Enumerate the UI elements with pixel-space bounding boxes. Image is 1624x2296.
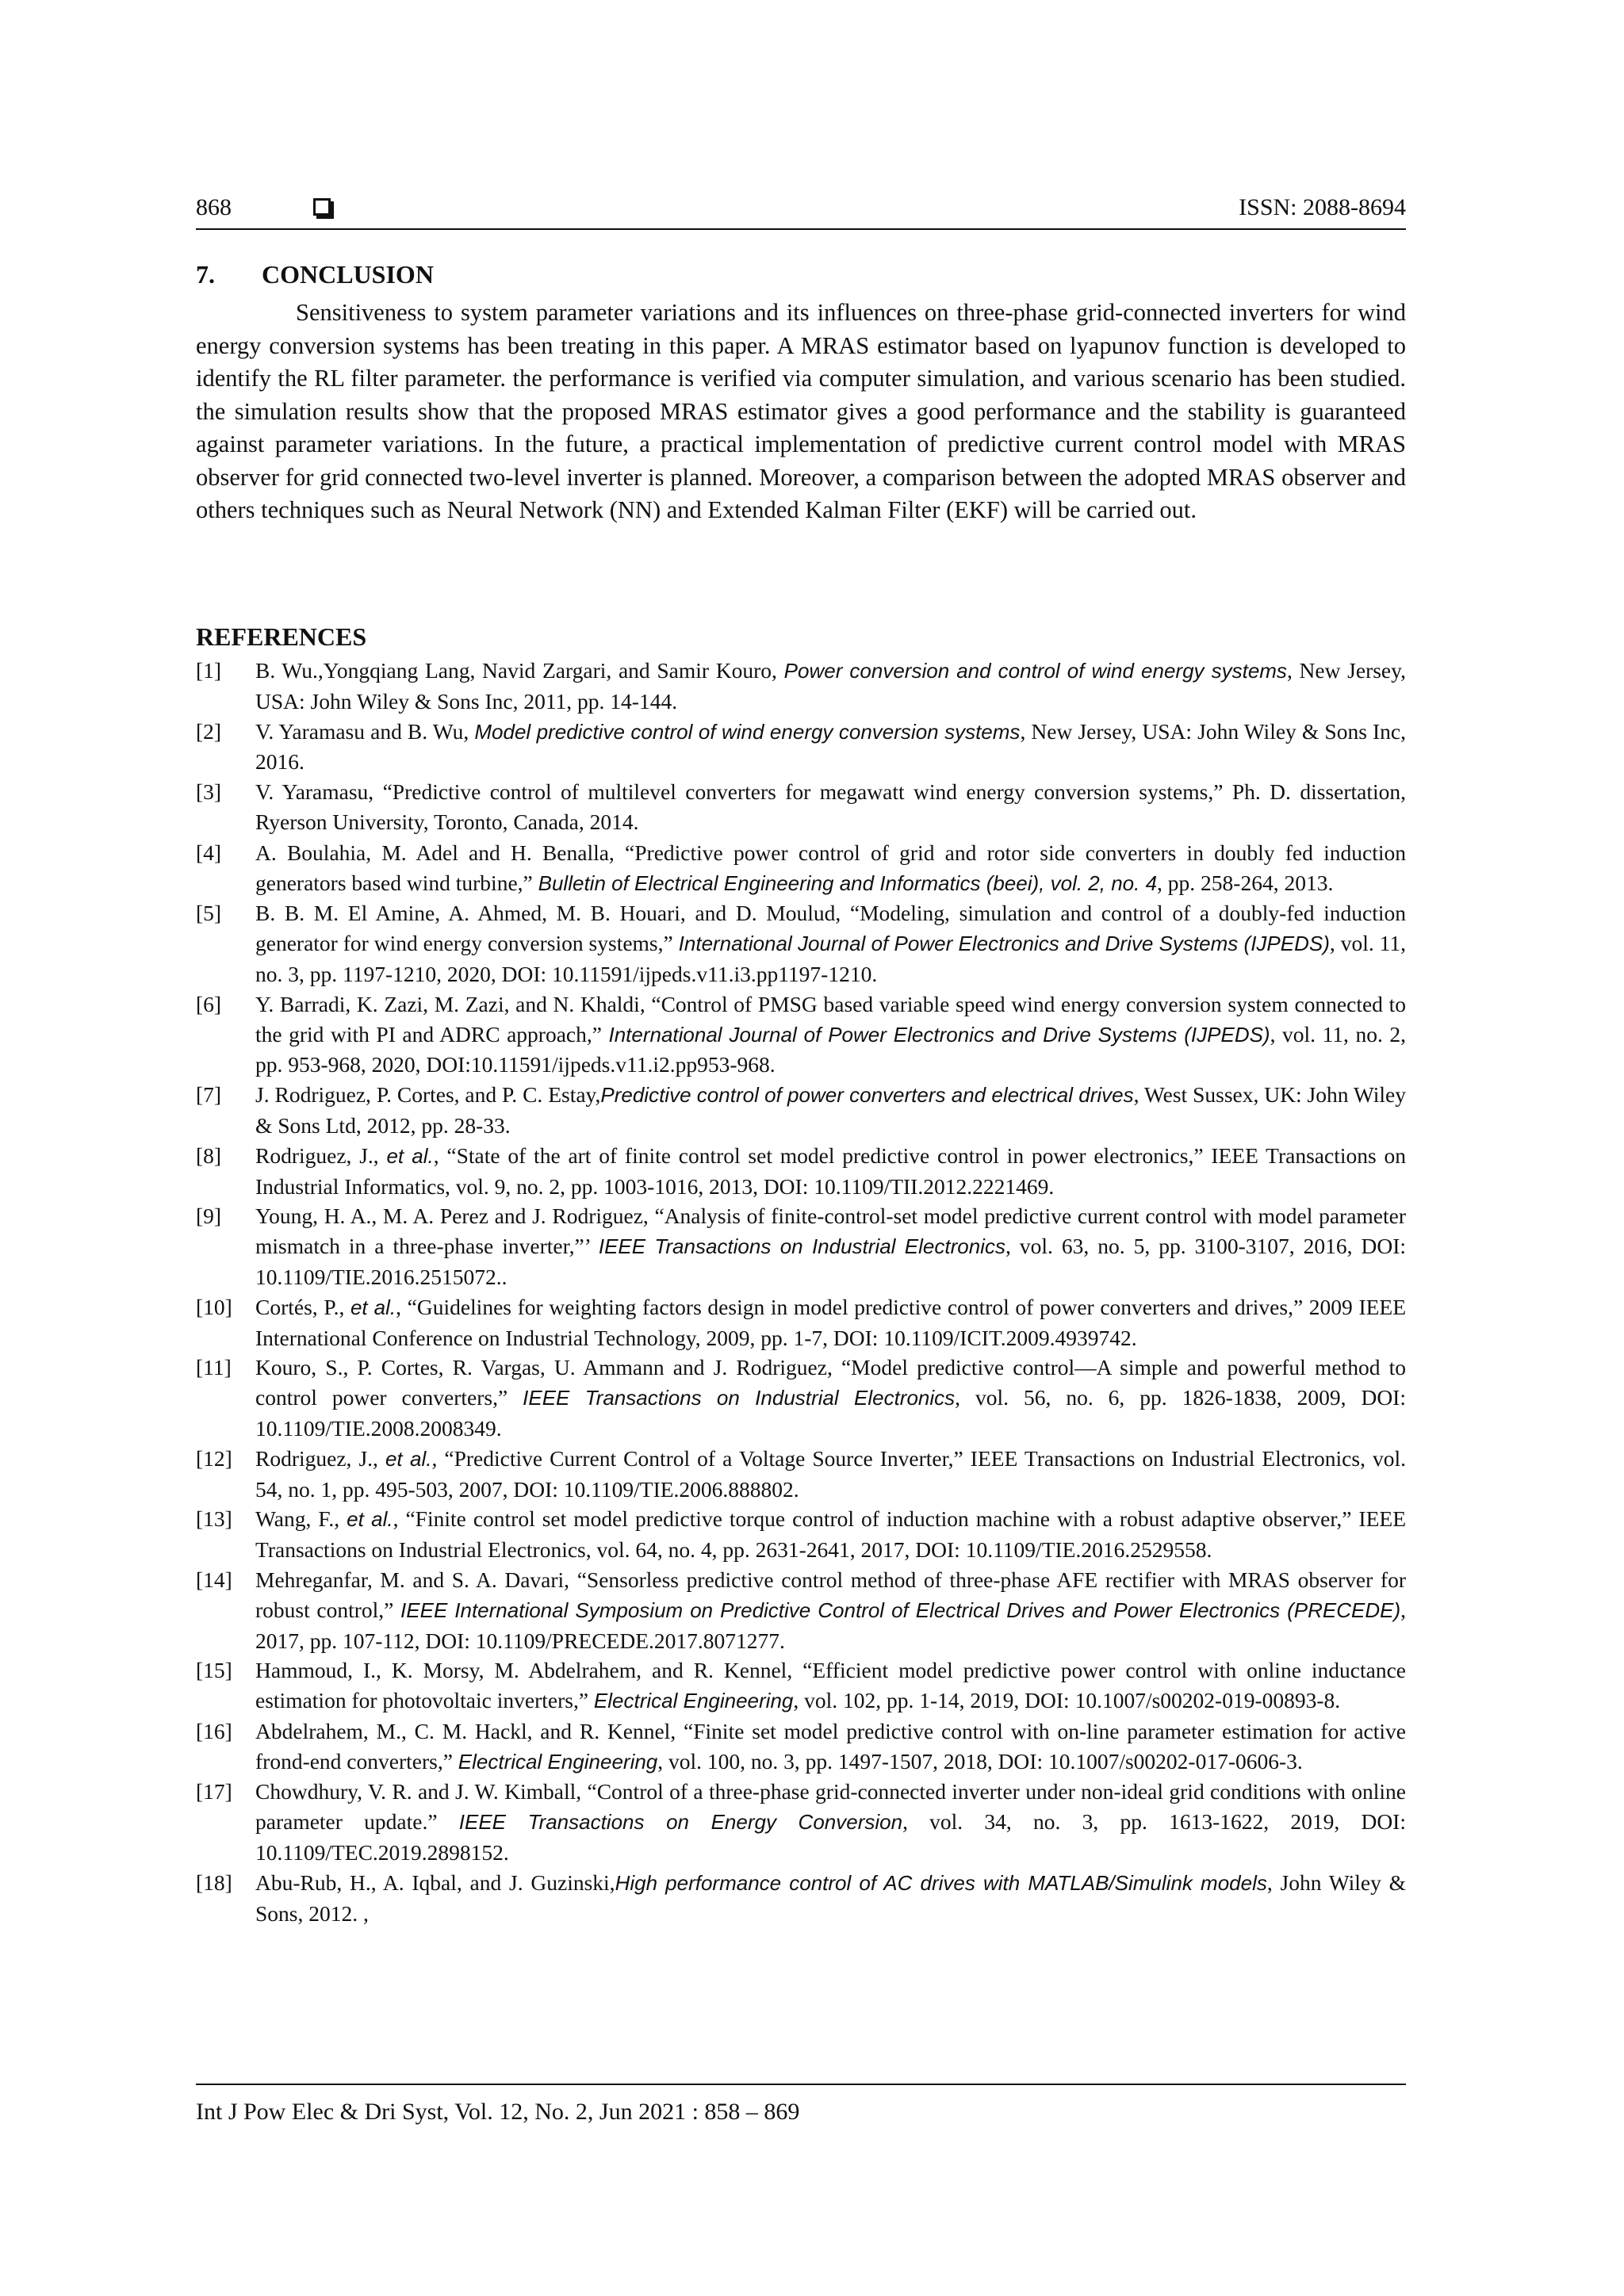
reference-italic-part: IEEE Transactions on Energy Conversion: [458, 1810, 903, 1835]
reference-item: [196, 1080, 1406, 1141]
reference-text-part: , vol. 56, no. 6, pp. 1826-1838, 2009, DOI: 10.1109/TIE.2008.2008349.: [255, 1385, 1406, 1441]
reference-text: [255, 779, 1406, 834]
reference-item: [196, 1444, 1406, 1505]
reference-text: [255, 1779, 1406, 1865]
reference-italic-part: Predictive control of power converters and electrical drives: [600, 1083, 1134, 1108]
reference-text-part: B. Wu.,Yongqiang Lang, Navid Zargari, and Samir Kouro,: [255, 658, 784, 683]
reference-number: [18]: [196, 1869, 232, 1895]
reference-number: [16]: [196, 1718, 232, 1743]
reference-text-part: , “Finite control set model predictive torque control of induction machine with a robust adaptive observer,” IEEE Transactions on Industrial Electronics, vol. 64, no. 4, pp. 2631-2641, 2017, DOI: 10.1109/TIE.2016.2529558.: [255, 1506, 1406, 1563]
reference-number: [15]: [196, 1658, 232, 1683]
reference-text-part: , “Guidelines for weighting factors design in model predictive control of power converters and drives,” 2009 IEEE International Conference on Industrial Technology, 2009, pp. 1-7, DOI: 10.1109/ICIT.2009.4939742.: [255, 1294, 1407, 1350]
reference-text-part: Abdelrahem, M., C. M. Hackl, and R. Kennel, “Finite set model predictive control with on-line parameter estimation for active frond-end converters,”: [255, 1718, 1406, 1774]
reference-number: [1]: [196, 658, 222, 683]
running-header: [196, 192, 1406, 230]
reference-text-part: , “Predictive Current Control of a Voltage Source Inverter,” IEEE Transactions on Industrial Electronics, vol. 54, no. 1, pp. 495-503, 2007, DOI: 10.1109/TIE.2006.888802.: [255, 1445, 1406, 1502]
reference-text: [255, 840, 1406, 895]
reference-number: [9]: [196, 1203, 222, 1229]
reference-text-part: Mehreganfar, M. and S. A. Davari, “Sensorless predictive control method of three-phase AFE rectifier with MRAS observer for robust control,”: [255, 1567, 1406, 1622]
reference-italic-part: et al.: [350, 1295, 396, 1319]
reference-italic-part: et al.: [385, 1446, 432, 1471]
reference-italic-part: Model predictive control of wind energy conversion systems: [474, 719, 1021, 744]
reference-text-part: , “State of the art of finite control set model predictive control in power electronics,” IEEE Transactions on Industrial Informatics, vol. 9, no. 2, pp. 1003-1016, 2013, DOI: 10.1109/TII.2012.2221469.: [255, 1142, 1406, 1199]
reference-text-part: , vol. 102, pp. 1-14, 2019, DOI: 10.1007/s00202-019-00893-8.: [793, 1688, 1341, 1713]
reference-text-part: , John Wiley & Sons, 2012. ,: [255, 1869, 1407, 1926]
reference-italic-part: International Journal of Power Electronics and Drive Systems (IJPEDS): [678, 932, 1330, 956]
reference-text: [255, 1355, 1406, 1441]
page-number: 868: [196, 194, 232, 220]
reference-item: [196, 1868, 1406, 1929]
reference-item: [196, 717, 1406, 778]
reference-text: [255, 1203, 1406, 1289]
reference-number: [11]: [196, 1355, 232, 1380]
reference-number: [6]: [196, 991, 222, 1016]
reference-italic-part: Electrical Engineering: [593, 1689, 794, 1713]
reference-item: [196, 989, 1406, 1080]
reference-item: [196, 838, 1406, 899]
reference-item: [196, 1141, 1406, 1202]
reference-item: [196, 1716, 1406, 1777]
reference-number: [2]: [196, 718, 222, 744]
reference-italic-part: Bulletin of Electrical Engineering and Informatics (beei), vol. 2, no. 4: [538, 871, 1158, 895]
reference-italic-part: et al.: [386, 1143, 434, 1168]
reference-italic-part: IEEE Transactions on Industrial Electronics: [598, 1234, 1005, 1259]
reference-text-part: V. Yaramasu and B. Wu,: [255, 718, 475, 744]
section-number: 7.: [196, 260, 215, 289]
reference-text-part: V. Yaramasu, “Predictive control of multilevel converters for megawatt wind energy conversion systems,” Ph. D. dissertation, Ryerson University, Toronto, Canada, 2014.: [255, 779, 1406, 834]
reference-text-part: Young, H. A., M. A. Perez and J. Rodriguez, “Analysis of finite-control-set model predictive current control with model parameter mismatch in a three-phase inverter,”’: [255, 1203, 1406, 1259]
reference-text-part: Abu-Rub, H., A. Iqbal, and J. Guzinski,: [255, 1869, 615, 1895]
journal-citation: Int J Pow Elec & Dri Syst, Vol. 12, No. 2, Jun 2021 : 858 – 869: [196, 2099, 800, 2125]
issn-label: ISSN: 2088-8694: [1239, 194, 1406, 220]
reference-item: [196, 656, 1406, 717]
reference-number: [17]: [196, 1779, 232, 1804]
reference-text-part: A. Boulahia, M. Adel and H. Benalla, “Predictive power control of grid and rotor side converters in doubly fed induction generators based wind turbine,”: [255, 840, 1406, 895]
reference-text-part: Cortés, P.,: [255, 1294, 350, 1319]
reference-text: [255, 719, 1406, 775]
reference-text-part: Kouro, S., P. Cortes, R. Vargas, U. Ammann and J. Rodriguez, “Model predictive control—A simple and powerful method to control power converters,”: [255, 1355, 1406, 1410]
reference-number: [8]: [196, 1142, 222, 1168]
conclusion-paragraph: Sensitiveness to system parameter variations and its influences on three-phase grid-connected inverters for wind energy conversion systems has been treating in this paper. A MRAS estimator based on lyapunov function is developed to identify the RL filter parameter. the performance is verified via computer simulation, and various scenario has been studied. the simulation results show that the proposed MRAS estimator gives a good performance and the stability is guaranteed against parameter variations. In the future, a practical implementation of predictive current control model with MRAS observer for grid connected two-level inverter is planned. Moreover, a comparison between the adopted MRAS observer and others techniques such as Neural Network (NN) and Extended Kalman Filter (EKF) will be carried out.: [196, 299, 1406, 523]
reference-text: [255, 1567, 1406, 1653]
reference-text: [255, 658, 1406, 714]
reference-text-part: , New Jersey, USA: John Wiley & Sons Inc, 2011, pp. 14-144.: [255, 658, 1406, 714]
reference-text-part: , vol. 63, no. 5, pp. 3100-3107, 2016, DOI: 10.1109/TIE.2016.2515072..: [255, 1234, 1406, 1289]
reference-text-part: J. Rodriguez, P. Cortes, and P. C. Estay,: [255, 1082, 601, 1108]
reference-text-part: , vol. 11, no. 2, pp. 953-968, 2020, DOI:10.11591/ijpeds.v11.i2.pp953-968.: [255, 1021, 1407, 1077]
reference-italic-part: et al.: [347, 1507, 393, 1532]
references-list: [196, 656, 1406, 1928]
reference-text-part: , pp. 258-264, 2013.: [1157, 870, 1334, 895]
reference-number: [13]: [196, 1506, 232, 1532]
reference-italic-part: IEEE Transactions on Industrial Electronics: [523, 1386, 956, 1410]
running-footer: [196, 2084, 1406, 2125]
section-title: CONCLUSION: [262, 260, 434, 289]
reference-text-part: , vol. 34, no. 3, pp. 1613-1622, 2019, DOI: 10.1109/TEC.2019.2898152.: [255, 1809, 1406, 1866]
reference-item: [196, 777, 1406, 838]
reference-text-part: , West Sussex, UK: John Wiley & Sons Ltd, 2012, pp. 28-33.: [255, 1082, 1406, 1138]
reference-text: [255, 1870, 1406, 1926]
reference-text: [255, 1446, 1406, 1502]
section-heading-conclusion: [196, 258, 434, 290]
reference-item: [196, 1292, 1406, 1353]
reference-number: [10]: [196, 1294, 232, 1319]
reference-item: [196, 1201, 1406, 1292]
reference-text: [255, 1719, 1406, 1774]
reference-text: [255, 1658, 1406, 1712]
reference-text: [255, 1506, 1406, 1562]
reference-number: [12]: [196, 1445, 232, 1471]
reference-item: [196, 1504, 1406, 1565]
reference-item: [196, 1565, 1406, 1655]
reference-text: [255, 901, 1406, 986]
reference-text: [255, 1295, 1406, 1350]
reference-italic-part: International Journal of Power Electronics and Drive Systems (IJPEDS): [608, 1022, 1270, 1047]
reference-text-part: Hammoud, I., K. Morsy, M. Abdelrahem, and R. Kennel, “Efficient model predictive power control with online inductance estimation for photovoltaic inverters,”: [255, 1658, 1406, 1713]
references-heading: REFERENCES: [196, 622, 367, 651]
reference-text-part: Rodriguez, J.,: [255, 1445, 385, 1471]
reference-item: [196, 1353, 1406, 1443]
reference-number: [3]: [196, 779, 222, 805]
reference-number: [14]: [196, 1567, 232, 1592]
reference-italic-part: IEEE International Symposium on Predictive Control of Electrical Drives and Power Electronics (PRECEDE): [400, 1598, 1401, 1622]
reference-text-part: Chowdhury, V. R. and J. W. Kimball, “Control of a three-phase grid-connected inverter under non-ideal grid conditions with online parameter update.”: [255, 1779, 1406, 1835]
reference-text-part: Y. Barradi, K. Zazi, M. Zazi, and N. Khaldi, “Control of PMSG based variable speed wind energy conversion system connected to the grid with PI and ADRC approach,”: [255, 991, 1406, 1047]
reference-item: [196, 1777, 1406, 1867]
reference-text-part: , New Jersey, USA: John Wiley & Sons Inc, 2016.: [255, 718, 1406, 775]
reference-italic-part: Power conversion and control of wind energy systems: [783, 659, 1287, 683]
reference-text-part: , vol. 100, no. 3, pp. 1497-1507, 2018, DOI: 10.1007/s00202-017-0606-3.: [657, 1748, 1303, 1774]
reference-text-part: , 2017, pp. 107-112, DOI: 10.1109/PRECEDE.2017.8071277.: [255, 1597, 1406, 1653]
reference-number: [7]: [196, 1082, 222, 1108]
reference-italic-part: High performance control of AC drives with MATLAB/Simulink models: [615, 1870, 1267, 1895]
square-box-icon: [313, 198, 331, 216]
reference-item: [196, 898, 1406, 989]
reference-text-part: Rodriguez, J.,: [255, 1142, 387, 1168]
reference-text: [255, 1143, 1406, 1199]
reference-text: [255, 992, 1406, 1077]
reference-text-part: , vol. 11, no. 3, pp. 1197-1210, 2020, DOI: 10.11591/ijpeds.v11.i3.pp1197-1210.: [255, 931, 1407, 986]
reference-text-part: Wang, F.,: [255, 1506, 347, 1532]
reference-text-part: B. B. M. El Amine, A. Ahmed, M. B. Houari, and D. Moulud, “Modeling, simulation and control of a doubly-fed induction generator for wind energy conversion systems,”: [255, 901, 1406, 956]
reference-number: [5]: [196, 901, 222, 926]
reference-item: [196, 1655, 1406, 1716]
reference-number: [4]: [196, 840, 222, 865]
reference-italic-part: Electrical Engineering: [458, 1749, 658, 1774]
reference-text: [255, 1082, 1406, 1138]
